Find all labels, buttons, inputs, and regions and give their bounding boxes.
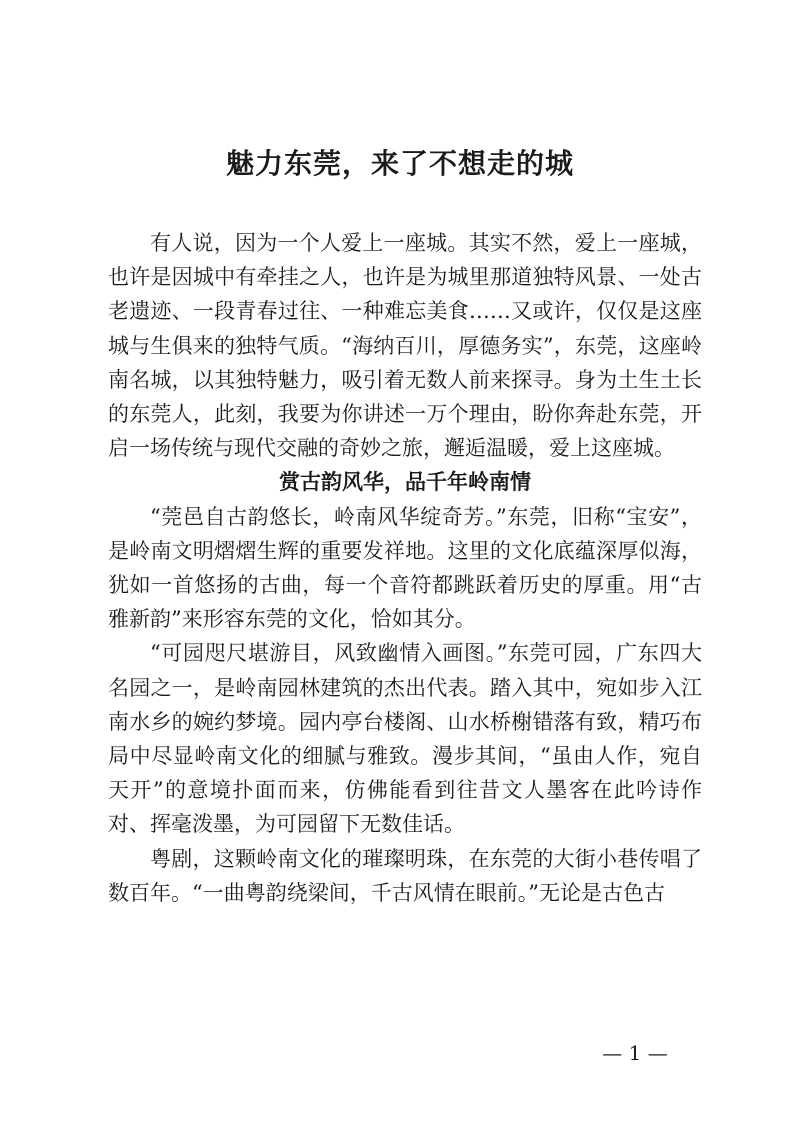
paragraph-history: “莞邑自古韵悠长，岭南风华绽奇芳。”东莞，旧称“宝安”，是岭南文明熠熠生辉的重要发祥地。这里的文化底蕴深厚似海，犹如一首悠扬的古曲，每一个音符都跳跃着历史的厚重。用“古雅新韵”来形容东莞的文化，恰如其分。 [108, 504, 702, 632]
document-title: 魅力东莞，来了不想走的城 [225, 147, 574, 180]
section-heading: 赏古韵风华，品千年岭南情 [279, 469, 531, 495]
paragraph-cantonese-opera: 粤剧，这颗岭南文化的璀璨明珠，在东莞的大街小巷传唱了数百年。“一曲粤韵绕梁间，千古风情在眼前。”无论是古色古 [108, 846, 702, 905]
document-body [108, 226, 702, 910]
page-number: — 1 — [602, 1041, 668, 1065]
paragraph-keyuan-garden: “可园咫尺堪游目，风致幽情入画图。”东莞可园，广东四大名园之一，是岭南园林建筑的杰出代表。踏入其中，宛如步入江南水乡的婉约梦境。园内亭台楼阁、山水桥榭错落有致，精巧布局中尽显岭南文化的细腻与雅致。漫步其间，“虽由人作，宛自天开”的意境扑面而来，仿佛能看到往昔文人墨客在此吟诗作对、挥毫泼墨，为可园留下无数佳话。 [108, 641, 702, 837]
paragraph-intro: 有人说，因为一个人爱上一座城。其实不然，爱上一座城，也许是因城中有牵挂之人，也许是为城里那道独特风景、一处古老遗迹、一段青春过往、一种难忘美食……又或许，仅仅是这座城与生俱来的独特气质。“海纳百川，厚德务实”，东莞，这座岭南名城，以其独特魅力，吸引着无数人前来探寻。身为土生土长的东莞人，此刻，我要为你讲述一万个理由，盼你奔赴东莞，开启一场传统与现代交融的奇妙之旅，邂逅温暖，爱上这座城。 [108, 231, 702, 461]
